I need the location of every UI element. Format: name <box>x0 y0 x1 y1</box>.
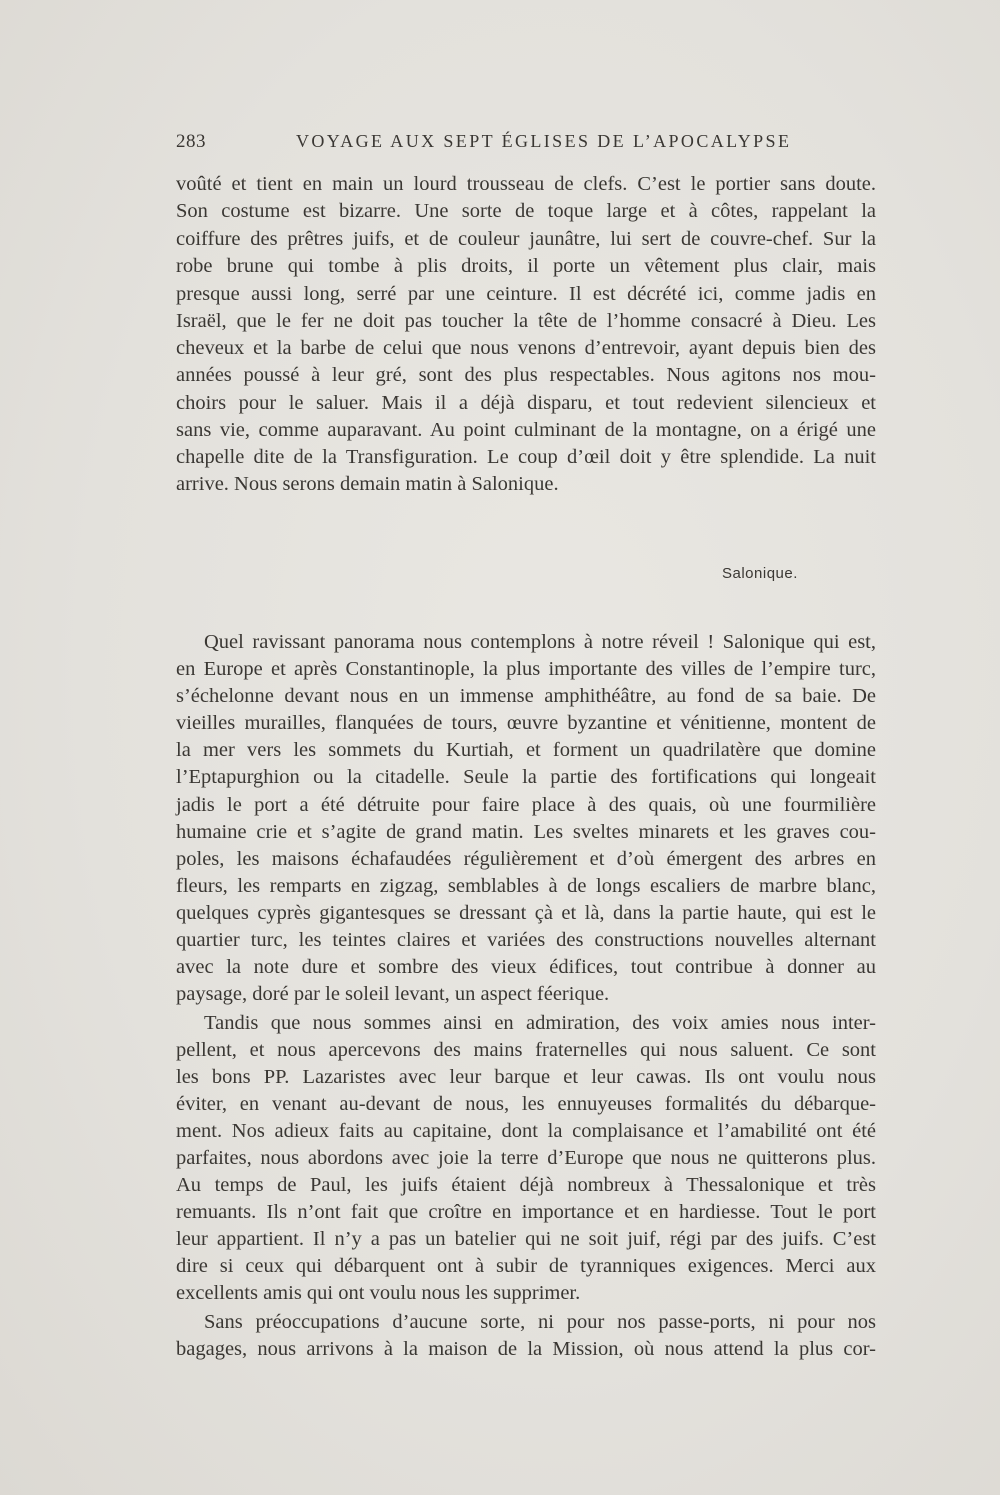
text-line: l’Eptapurghion ou la citadelle. Seule la partie des fortifications qui longeait <box>176 766 876 788</box>
text-line: coiffure des prêtres juifs, et de couleur jaunâtre, lui sert de couvre-chef. Sur la <box>176 228 876 250</box>
text-line: robe brune qui tombe à plis droits, il porte un vêtement plus clair, mais <box>176 255 876 277</box>
text-line: Au temps de Paul, les juifs étaient déjà nombreux à Thessalonique et très <box>176 1174 876 1196</box>
text-line: pellent, et nous apercevons des mains fraternelles qui nous saluent. Ce sont <box>176 1039 876 1061</box>
page-header <box>176 131 876 159</box>
text-line: quartier turc, les teintes claires et variées des constructions nouvelles alternant <box>176 929 876 951</box>
section-title: Salonique. <box>722 565 798 582</box>
text-line: humaine crie et s’agite de grand matin. Les sveltes minarets et les graves cou- <box>176 821 876 843</box>
page-number: 283 <box>176 131 206 152</box>
text-line: vieilles murailles, flanquées de tours, œuvre byzantine et vénitienne, montent de <box>176 712 876 734</box>
text-line: jadis le port a été détruite pour faire place à des quais, où une fourmilière <box>176 794 876 816</box>
text-line: bagages, nous arrivons à la maison de la Mission, où nous attend la plus cor- <box>176 1338 876 1360</box>
text-line: années poussé à leur gré, sont des plus respectables. Nous agitons nos mou- <box>176 364 876 386</box>
text-line: Tandis que nous sommes ainsi en admiration, des voix amies nous inter- <box>204 1012 876 1034</box>
text-line: Son costume est bizarre. Une sorte de toque large et à côtes, rappelant la <box>176 200 876 222</box>
text-line: remuants. Ils n’ont fait que croître en importance et en hardiesse. Tout le port <box>176 1201 876 1223</box>
text-line: en Europe et après Constantinople, la plus importante des villes de l’empire turc, <box>176 658 876 680</box>
text-line: cheveux et la barbe de celui que nous venons d’entrevoir, ayant depuis bien des <box>176 337 876 359</box>
text-line: arrive. Nous serons demain matin à Salonique. <box>176 473 559 495</box>
text-line: la mer vers les sommets du Kurtiah, et forment un quadrilatère que domine <box>176 739 876 761</box>
text-line: Sans préoccupations d’aucune sorte, ni pour nos passe-ports, ni pour nos <box>204 1311 876 1333</box>
text-line: Israël, que le fer ne doit pas toucher la tête de l’homme consacré à Dieu. Les <box>176 310 876 332</box>
text-line: paysage, doré par le soleil levant, un aspect féerique. <box>176 983 610 1005</box>
text-line: les bons PP. Lazaristes avec leur barque et leur cawas. Ils ont voulu nous <box>176 1066 876 1088</box>
text-line: avec la note dure et sombre des vieux édifices, tout contribue à donner au <box>176 956 876 978</box>
running-title: VOYAGE AUX SEPT ÉGLISES DE L’APOCALYPSE <box>296 131 792 151</box>
text-line: éviter, en venant au-devant de nous, les ennuyeuses formalités du débarque- <box>176 1093 876 1115</box>
text-line: sans vie, comme auparavant. Au point culminant de la montagne, on a érigé une <box>176 419 876 441</box>
text-line: poles, les maisons échafaudées régulièrement et d’où émergent des arbres en <box>176 848 876 870</box>
text-line: chapelle dite de la Transfiguration. Le coup d’œil doit y être splendide. La nuit <box>176 446 876 468</box>
text-line: dire si ceux qui débarquent ont à subir de tyranniques exigences. Merci aux <box>176 1255 876 1277</box>
text-line: s’échelonne devant nous en un immense amphithéâtre, au fond de sa baie. De <box>176 685 876 707</box>
text-line: fleurs, les remparts en zigzag, semblables à de longs escaliers de marbre blanc, <box>176 875 876 897</box>
text-line: excellents amis qui ont voulu nous les supprimer. <box>176 1282 581 1304</box>
text-line: presque aussi long, serré par une ceinture. Il est décrété ici, comme jadis en <box>176 283 876 305</box>
text-line: voûté et tient en main un lourd trousseau de clefs. C’est le portier sans doute. <box>176 173 876 195</box>
text-line: quelques cyprès gigantesques se dressant çà et là, dans la partie haute, qui est le <box>176 902 876 924</box>
text-line: ment. Nos adieux faits au capitaine, dont la complaisance et l’amabilité ont été <box>176 1120 876 1142</box>
text-line: leur appartient. Il n’y a pas un batelier qui ne soit juif, régi par des juifs. C’est <box>176 1228 876 1250</box>
text-line: choirs pour le saluer. Mais il a déjà disparu, et tout redevient silencieux et <box>176 392 876 414</box>
text-line: Quel ravissant panorama nous contemplons à notre réveil ! Salonique qui est, <box>204 631 876 653</box>
text-line: parfaites, nous abordons avec joie la terre d’Europe que nous ne quitterons plus. <box>176 1147 876 1169</box>
